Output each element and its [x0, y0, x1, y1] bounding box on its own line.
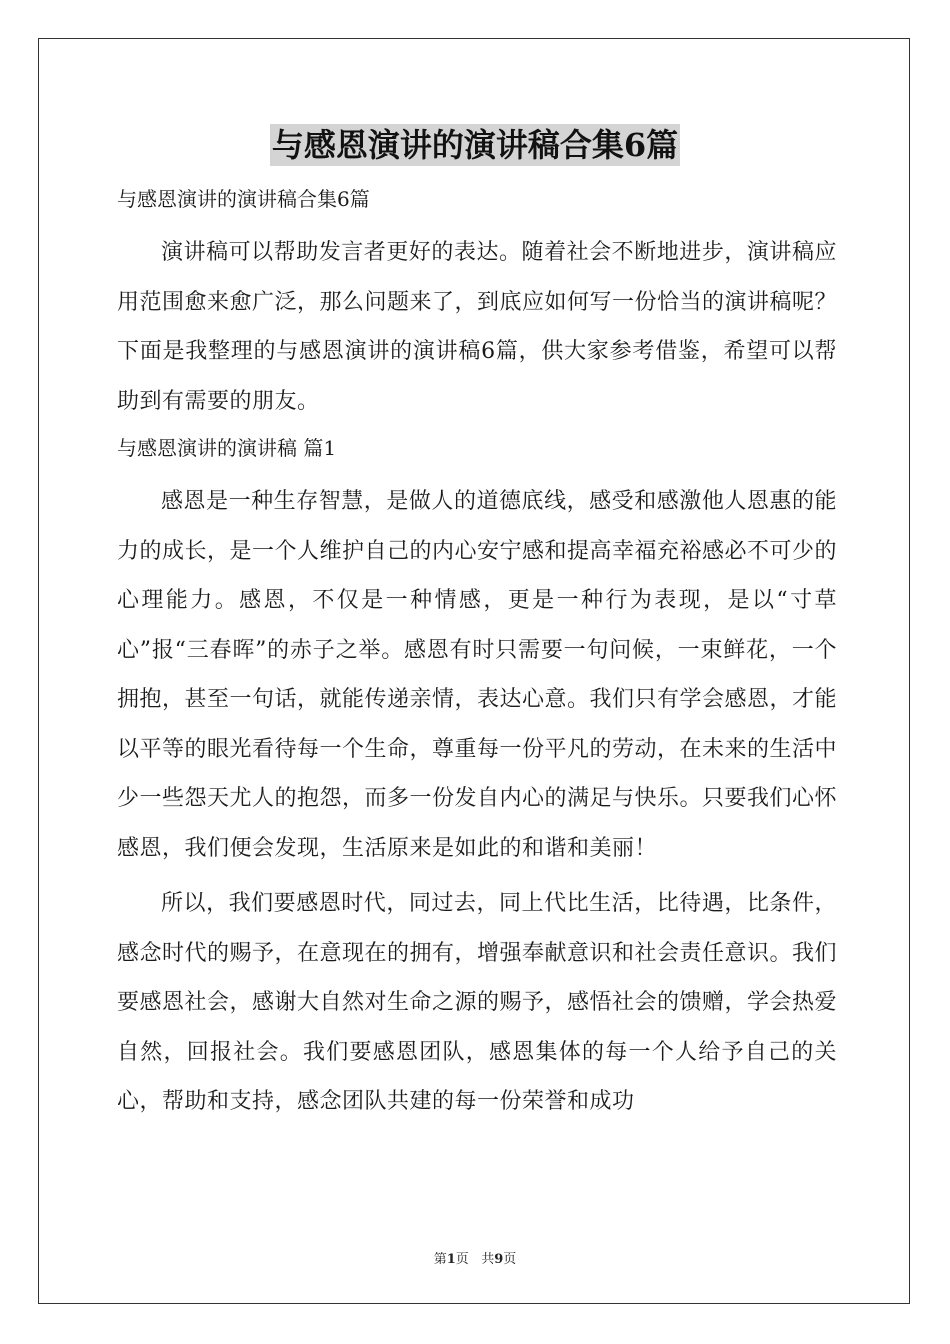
document-body [117, 183, 837, 1133]
footer-current-page: 1 [446, 1252, 456, 1267]
body-paragraph: 所以，我们要感恩时代，同过去，同上代比生活，比待遇，比条件，感念时代的赐予，在意现在的拥有，增强奉献意识和社会责任意识。我们要感恩社会，感谢大自然对生命之源的赐予，感悟社会的馈赠，学会热爱自然，回报社会。我们要感恩团队，感恩集体的每一个人给予自己的关心，帮助和支持，感念团队共建的每一份荣誉和成功 [117, 891, 838, 1114]
footer-suffix: 页 [503, 1252, 517, 1267]
document-subtitle: 与感恩演讲的演讲稿合集6篇 [117, 187, 370, 211]
intro-paragraph: 演讲稿可以帮助发言者更好的表达。随着社会不断地进步，演讲稿应用范围愈来愈广泛，那么问题来了，到底应如何写一份恰当的演讲稿呢？下面是我整理的与感恩演讲的演讲稿6篇，供大家参考借鉴，希望可以帮助到有需要的朋友。 [117, 240, 838, 414]
footer-total-pages: 9 [494, 1252, 504, 1267]
document-title: 与感恩演讲的演讲稿合集6篇 [271, 126, 679, 164]
page-footer [0, 1248, 950, 1267]
footer-prefix: 第 [433, 1252, 447, 1267]
section-heading: 与感恩演讲的演讲稿 篇1 [117, 436, 337, 460]
title-wrap [0, 124, 950, 166]
body-paragraph: 感恩是一种生存智慧，是做人的道德底线，感受和感激他人恩惠的能力的成长，是一个人维护自己的内心安宁感和提高幸福充裕感必不可少的心理能力。感恩，不仅是一种情感，更是一种行为表现，是以“寸草心”报“三春晖”的赤子之举。感恩有时只需要一句问候，一束鲜花，一个拥抱，甚至一句话，就能传递亲情，表达心意。我们只有学会感恩，才能以平等的眼光看待每一个生命，尊重每一份平凡的劳动，在未来的生活中少一些怨天尤人的抱怨，而多一份发自内心的满足与快乐。只要我们心怀感恩，我们便会发现，生活原来是如此的和谐和美丽！ [117, 489, 838, 861]
footer-mid: 页 共 [455, 1252, 495, 1267]
